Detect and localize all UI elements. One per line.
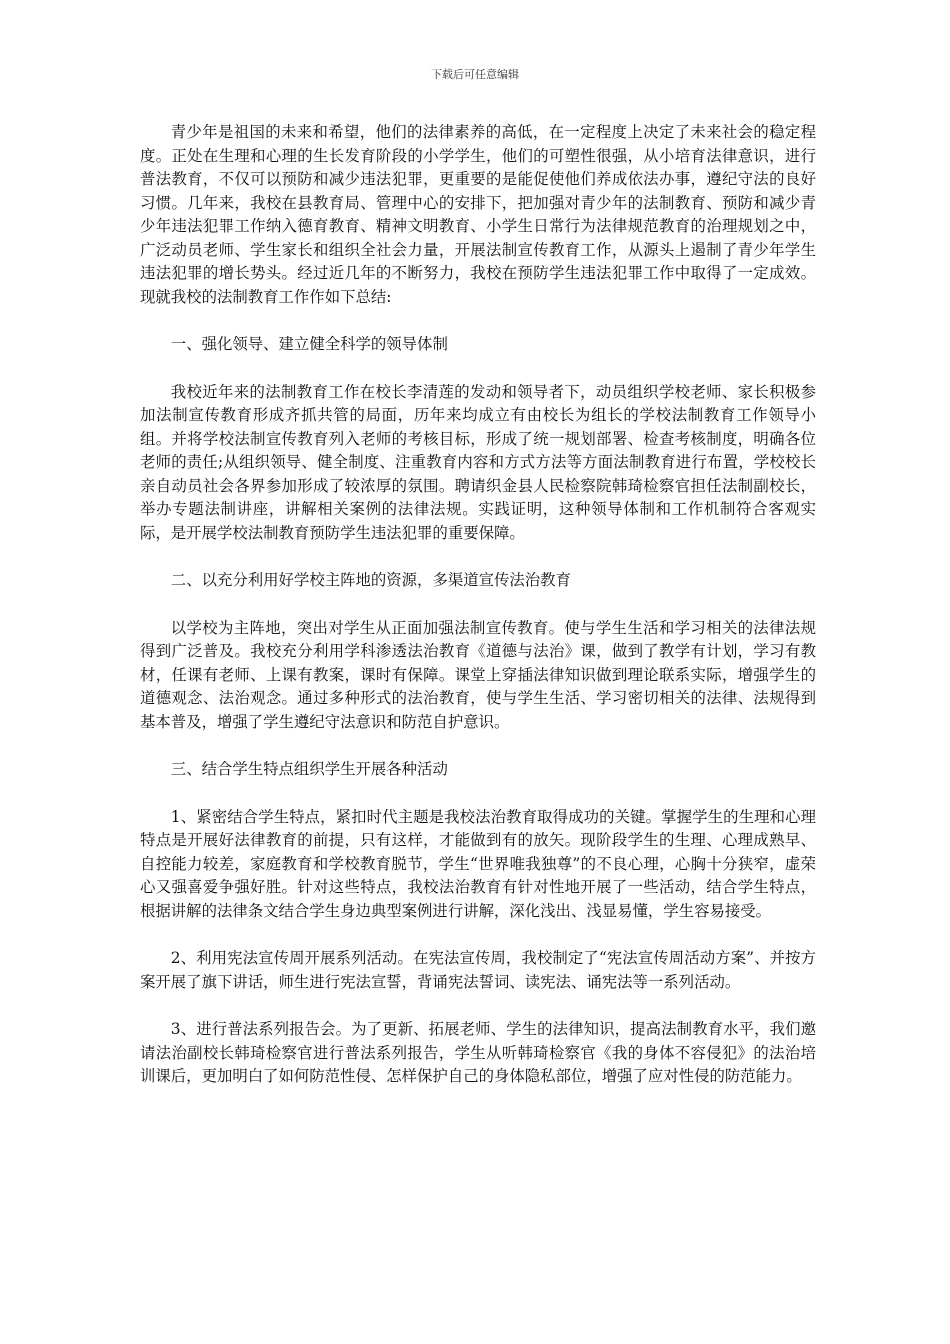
section-heading-1: 一、强化领导、建立健全科学的领导体制 — [170, 335, 448, 353]
section-3-item-1: 1、紧密结合学生特点，紧扣时代主题是我校法治教育取得成功的关键。掌握学生的生理和心理特点是开展好法律教育的前提，只有这样，才能做到有的放矢。现阶段学生的生理、心理成熟早、自控能力较差，家庭教育和学校教育脱节，学生“世界唯我独尊”的不良心理，心胸十分狭窄，虚荣心又强喜爱争强好胜。针对这些特点，我校法治教育有针对性地开展了一些活动，结合学生特点，根据讲解的法律条文结合学生身边典型案例进行讲解，深化浅出、浅显易懂，学生容易接受。 — [140, 807, 816, 920]
section-heading-2: 二、以充分利用好学校主阵地的资源，多渠道宣传法治教育 — [170, 571, 571, 589]
section-3-item-3: 3、进行普法系列报告会。为了更新、拓展老师、学生的法律知识，提高法制教育水平，我们邀请法治副校长韩琦检察官进行普法系列报告，学生从听韩琦检察官《我的身体不容侵犯》的法治培训课后，更加明白了如何防范性侵、怎样保护自己的身体隐私部位，增强了应对性侵的防范能力。 — [140, 1020, 816, 1085]
section-3-item-2: 2、利用宪法宣传周开展系列活动。在宪法宣传周，我校制定了“宪法宣传周活动方案”、并按方案开展了旗下讲话，师生进行宪法宣誓，背诵宪法誓词、读宪法、诵宪法等一系列活动。 — [140, 949, 816, 991]
section-2-paragraph: 以学校为主阵地，突出对学生从正面加强法制宣传教育。使与学生生活和学习相关的法律法规得到广泛普及。我校充分利用学科渗透法治教育《道德与法治》课，做到了教学有计划，学习有教材，任课有老师、上课有教案，课时有保障。课堂上穿插法律知识做到理论联系实际，增强学生的道德观念、法治观念。通过多种形式的法治教育，使与学生生活、学习密切相关的法律、法规得到基本普及，增强了学生遵纪守法意识和防范自护意识。 — [140, 618, 816, 731]
page-header: 下载后可任意编辑 — [431, 68, 519, 81]
intro-paragraph: 青少年是祖国的未来和希望，他们的法律素养的高低，在一定程度上决定了未来社会的稳定程度。正处在生理和心理的生长发育阶段的小学学生，他们的可塑性很强，从小培育法律意识，进行普法教育，不仅可以预防和减少违法犯罪，更重要的是能促使他们养成依法办事，遵纪守法的良好习惯。几年来，我校在县教育局、管理中心的安排下，把加强对青少年的法制教育、预防和减少青少年违法犯罪工作纳入德育教育、精神文明教育、小学生日常行为法律规范教育的治理规划之中，广泛动员老师、学生家长和组织全社会力量，开展法制宣传教育工作，从源头上遏制了青少年学生违法犯罪的增长势头。经过近几年的不断努力，我校在预防学生违法犯罪工作中取得了一定成效。现就我校的法制教育工作作如下总结: — [140, 123, 816, 306]
section-1-paragraph: 我校近年来的法制教育工作在校长李清莲的发动和领导者下，动员组织学校老师、家长积极参加法制宣传教育形成齐抓共管的局面，历年来均成立有由校长为组长的学校法制教育工作领导小组。并将学校法制宣传教育列入老师的考核目标，形成了统一规划部署、检查考核制度，明确各位老师的责任;从组织领导、健全制度、注重教育内容和方式方法等方面法制教育进行布置，学校校长亲自动员社会各界参加形成了较浓厚的氛围。聘请织金县人民检察院韩琦检察官担任法制副校长，举办专题法制讲座，讲解相关案例的法律法规。实践证明，这种领导体制和工作机制符合客观实际，是开展学校法制教育预防学生违法犯罪的重要保障。 — [140, 382, 816, 542]
document-body — [140, 121, 816, 1113]
section-heading-3: 三、结合学生特点组织学生开展各种活动 — [170, 760, 448, 778]
